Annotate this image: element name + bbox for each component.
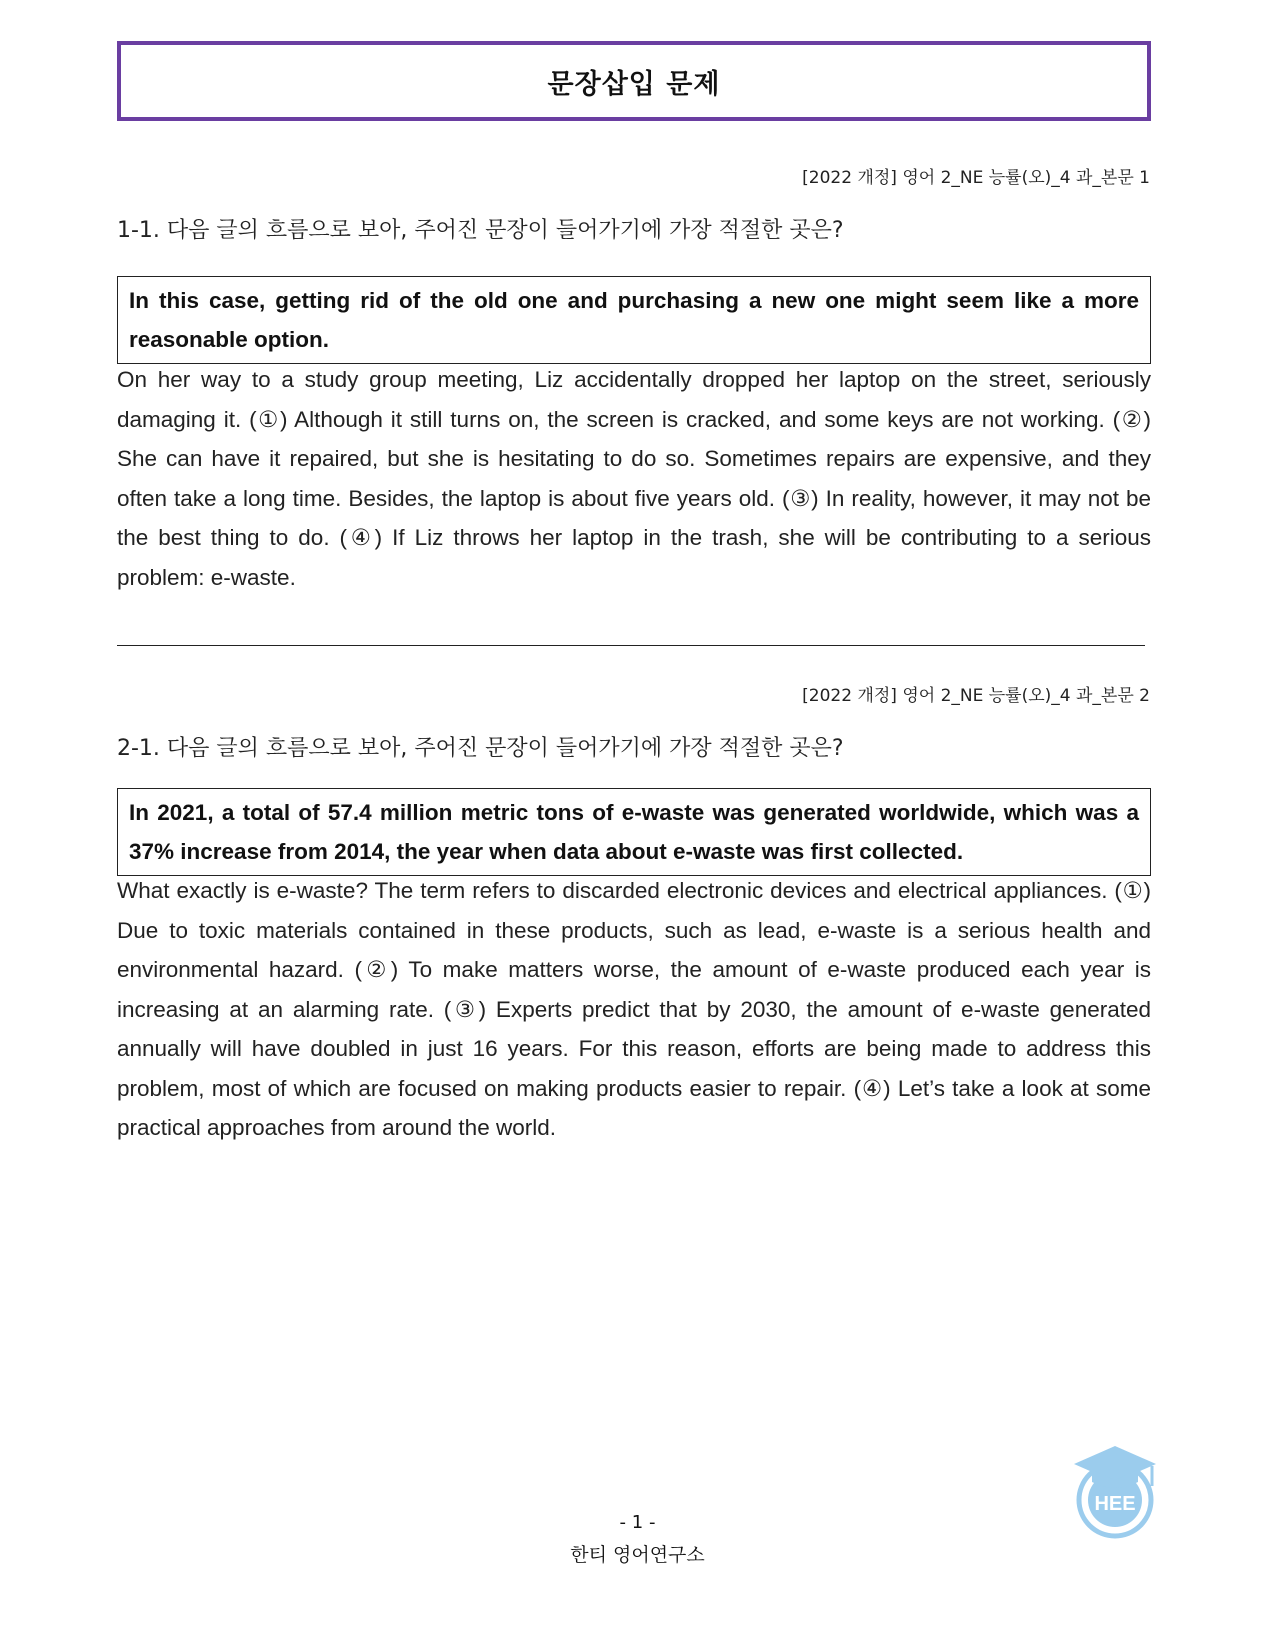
passage-2: What exactly is e-waste? The term refers to discarded electronic devices and electrical appliances. (①) Due to toxic materials contained in these products, such as lead, e-waste is a serious health and environmental hazard. (②) To make matters worse, the amount of e-waste produced each year is increasing at an alarming rate. (③) Experts predict that by 2030, the amount of e-waste generated annually will have doubled in just 16 years. For this reason, efforts are being made to address this problem, most of which are focused on making products easier to repair. (④) Let’s take a look at some practical approaches from around the world.	[117, 878, 1151, 1140]
source-label-1: [2022 개정] 영어 2_NE 능률(오)_4 과_본문 1	[802, 168, 1150, 188]
logo-text: HEE	[1094, 1493, 1136, 1515]
graduation-cap-logo-icon	[1070, 1440, 1160, 1540]
source-label-2: [2022 개정] 영어 2_NE 능률(오)_4 과_본문 2	[802, 686, 1150, 706]
section-separator	[117, 645, 1145, 646]
title-box	[117, 41, 1151, 121]
page-number: - 1 -	[619, 1512, 656, 1533]
given-sentence-1: In this case, getting rid of the old one and purchasing a new one might seem like a more reasonable option.	[117, 276, 1151, 364]
publisher-name: 한티 영어연구소	[570, 1544, 705, 1566]
given-sentence-2: In 2021, a total of 57.4 million metric tons of e-waste was generated worldwide, which was a 37% increase from 2014, the year when data about e-waste was first collected.	[117, 788, 1151, 876]
page-title: 문장삽입 문제	[547, 68, 721, 100]
question-2: 2-1. 다음 글의 흐름으로 보아, 주어진 문장이 들어가기에 가장 적절한 곳은?	[117, 736, 844, 761]
question-1: 1-1. 다음 글의 흐름으로 보아, 주어진 문장이 들어가기에 가장 적절한 곳은?	[117, 218, 844, 243]
passage-1: On her way to a study group meeting, Liz accidentally dropped her laptop on the street, seriously damaging it. (①) Although it still turns on, the screen is cracked, and some keys are not working. (②) She can have it repaired, but she is hesitating to do so. Sometimes repairs are expensive, and they often take a long time. Besides, the laptop is about five years old. (③) In reality, however, it may not be the best thing to do. (④) If Liz throws her laptop in the trash, she will be contributing to a serious problem: e-waste.	[117, 367, 1151, 590]
